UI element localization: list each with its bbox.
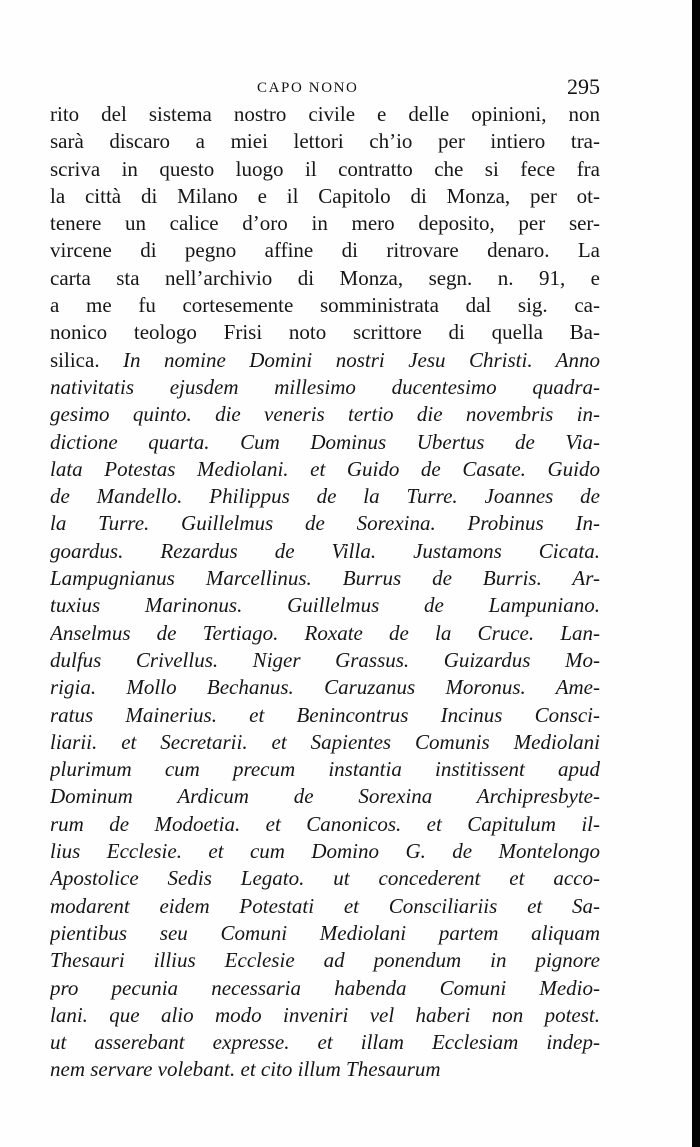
page-edge-shadow: [692, 0, 700, 1147]
latin-text-segment: liarii. et Secretarii. et Sapientes Comunis Mediolani: [50, 729, 600, 754]
text-line: [50, 237, 600, 264]
italian-text-segment: scriva in questo luogo il contratto che si fece fra: [50, 156, 600, 181]
latin-text-segment: Dominum Ardicum de Sorexina Archipresbyte-: [50, 784, 600, 809]
text-line: [50, 947, 600, 974]
italian-text-segment: a me fu cortesemente somministrata dal sig. ca-: [50, 293, 600, 318]
text-line: [50, 702, 600, 729]
text-line: [50, 347, 600, 374]
body-text: [50, 101, 600, 1084]
text-line: [50, 374, 600, 401]
latin-text-segment: modarent eidem Potestati et Consciliariis et Sa-: [50, 893, 600, 918]
italian-text-segment: la città di Milano e il Capitolo di Monza, per ot-: [50, 183, 600, 208]
latin-text-segment: ut asserebant expresse. et illam Ecclesiam indep-: [50, 1030, 600, 1055]
text-line: [50, 565, 600, 592]
text-line: [50, 674, 600, 701]
text-line: [50, 483, 600, 510]
text-line: [50, 319, 600, 346]
latin-text-segment: plurimum cum precum instantia institissent apud: [50, 757, 600, 782]
text-line: [50, 101, 600, 128]
latin-text-segment: goardus. Rezardus de Villa. Justamons Cicata.: [50, 538, 600, 563]
text-line: [50, 620, 600, 647]
latin-text-segment: rigia. Mollo Bechanus. Caruzanus Moronus. Ame-: [50, 675, 600, 700]
latin-text-segment: pro pecunia necessaria habenda Comuni Medio-: [50, 975, 600, 1000]
text-line: [50, 865, 600, 892]
latin-text-segment: dictione quarta. Cum Dominus Ubertus de Via-: [50, 429, 600, 454]
latin-text-segment: nem servare volebant. et cito illum Thesaurum: [50, 1057, 441, 1082]
italian-text-segment: rito del sistema nostro civile e delle opinioni, non: [50, 102, 600, 126]
latin-text-segment: nativitatis ejusdem millesimo ducentesimo quadra-: [50, 374, 600, 399]
latin-text-segment: Anselmus de Tertiago. Roxate de la Cruce. Lan-: [50, 620, 600, 645]
latin-text-segment: rum de Modoetia. et Canonicos. et Capitulum il-: [50, 811, 600, 836]
text-line: [50, 1056, 600, 1083]
text-line: [50, 975, 600, 1002]
italian-text-segment: nonico teologo Frisi noto scrittore di quella Ba-: [50, 320, 600, 345]
latin-text-segment: dulfus Crivellus. Niger Grassus. Guizardus Mo-: [50, 647, 600, 672]
text-line: [50, 538, 600, 565]
text-line: [50, 510, 600, 537]
italian-text-segment: sarà discaro a miei lettori ch’io per intiero tra-: [50, 129, 600, 154]
text-line: [50, 592, 600, 619]
italian-text-segment: silica.: [50, 347, 124, 372]
text-line: [50, 893, 600, 920]
latin-text-segment: Lampugnianus Marcellinus. Burrus de Burris. Ar-: [50, 566, 600, 591]
latin-text-segment: lata Potestas Mediolani. et Guido de Casate. Guido: [50, 456, 600, 481]
text-line: [50, 156, 600, 183]
text-line: [50, 429, 600, 456]
page-header: [50, 74, 600, 104]
text-line: [50, 811, 600, 838]
text-line: [50, 838, 600, 865]
text-line: [50, 292, 600, 319]
italian-text-segment: vircene di pegno affine di ritrovare denaro. La: [50, 238, 600, 263]
latin-text-segment: lani. que alio modo inveniri vel haberi non potest.: [50, 1002, 600, 1027]
latin-text-segment: In nomine Domini nostri Jesu Christi. Anno: [123, 347, 600, 372]
text-line: [50, 1002, 600, 1029]
text-line: [50, 783, 600, 810]
latin-text-segment: lius Ecclesie. et cum Domino G. de Montelongo: [50, 839, 600, 864]
text-line: [50, 756, 600, 783]
latin-text-segment: Thesauri illius Ecclesie ad ponendum in pignore: [50, 948, 600, 973]
italian-text-segment: carta sta nell’archivio di Monza, segn. n. 91, e: [50, 265, 600, 290]
text-line: [50, 1029, 600, 1056]
latin-text-segment: de Mandello. Philippus de la Turre. Joannes de: [50, 484, 600, 509]
text-line: [50, 183, 600, 210]
page-number: 295: [567, 74, 600, 99]
text-line: [50, 401, 600, 428]
latin-text-segment: la Turre. Guillelmus de Sorexina. Probinus In-: [50, 511, 600, 536]
text-line: [50, 729, 600, 756]
text-line: [50, 128, 600, 155]
text-line: [50, 210, 600, 237]
text-line: [50, 456, 600, 483]
latin-text-segment: pientibus seu Comuni Mediolani partem aliquam: [50, 920, 600, 945]
latin-text-segment: gesimo quinto. die veneris tertio die novembris in-: [50, 402, 600, 427]
running-head: CAPO NONO: [257, 80, 359, 96]
text-line: [50, 265, 600, 292]
latin-text-segment: tuxius Marinonus. Guillelmus de Lampuniano.: [50, 593, 600, 618]
latin-text-segment: Apostolice Sedis Legato. ut concederent et acco-: [50, 866, 600, 891]
text-line: [50, 920, 600, 947]
italian-text-segment: tenere un calice d’oro in mero deposito, per ser-: [50, 211, 600, 236]
latin-text-segment: ratus Mainerius. et Benincontrus Incinus Consci-: [50, 702, 600, 727]
text-line: [50, 647, 600, 674]
